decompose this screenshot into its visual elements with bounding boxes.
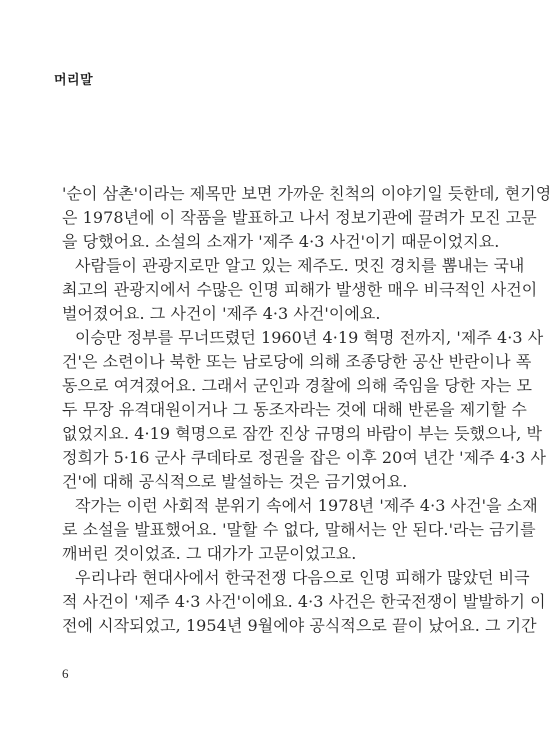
text-line: 건'에 대해 공식적으로 발설하는 것은 금기였어요. [62,472,408,491]
text-line: 은 1978년에 이 작품을 발표하고 나서 정보기관에 끌려가 모진 고문 [62,208,537,227]
text-line: 벌어졌어요. 그 사건이 '제주 4·3 사건'이에요. [62,304,381,323]
text-line: '순이 삼촌'이라는 제목만 보면 가까운 친척의 이야기일 듯한데, 현기영 [62,184,551,203]
text-line: 로 소설을 발표했어요. '말할 수 없다, 말해서는 안 된다.'라는 금기를 [62,520,536,539]
page-number: 6 [62,666,69,681]
text-line: 사람들이 관광지로만 알고 있는 제주도. 멋진 경치를 뽐내는 국내 [75,256,525,275]
section-title: 머리말 [54,73,94,88]
text-line: 정희가 5·16 군사 쿠데타로 정권을 잡은 이후 20여 년간 '제주 4·3 사 [62,448,546,467]
text-line: 작가는 이런 사회적 분위기 속에서 1978년 '제주 4·3 사건'을 소재 [75,496,538,515]
body-text [62,181,551,637]
text-line: 전에 시작되었고, 1954년 9월에야 공식적으로 끝이 났어요. 그 기간 [62,616,537,635]
text-line: 동으로 여겨졌어요. 그래서 군인과 경찰에 의해 죽임을 당한 자는 모 [62,376,533,395]
text-line: 최고의 관광지에서 수많은 인명 피해가 발생한 매우 비극적인 사건이 [62,280,538,299]
text-line: 우리나라 현대사에서 한국전쟁 다음으로 인명 피해가 많았던 비극 [75,568,530,587]
text-line: 이승만 정부를 무너뜨렸던 1960년 4·19 혁명 전까지, '제주 4·3 사 [75,328,544,347]
text-line: 건'은 소련이나 북한 또는 남로당에 의해 조종당한 공산 반란이나 폭 [62,352,532,371]
text-line: 깨버린 것이었죠. 그 대가가 고문이었고요. [62,544,357,563]
text-line: 을 당했어요. 소설의 소재가 '제주 4·3 사건'이기 때문이었지요. [62,232,500,251]
text-line: 적 사건이 '제주 4·3 사건'이에요. 4·3 사건은 한국전쟁이 발발하기 이 [62,592,546,611]
text-line: 두 무장 유격대원이거나 그 동조자라는 것에 대해 반론을 제기할 수 [62,400,527,419]
text-line: 없었지요. 4·19 혁명으로 잠깐 진상 규명의 바람이 부는 듯했으나, 박 [62,424,542,443]
